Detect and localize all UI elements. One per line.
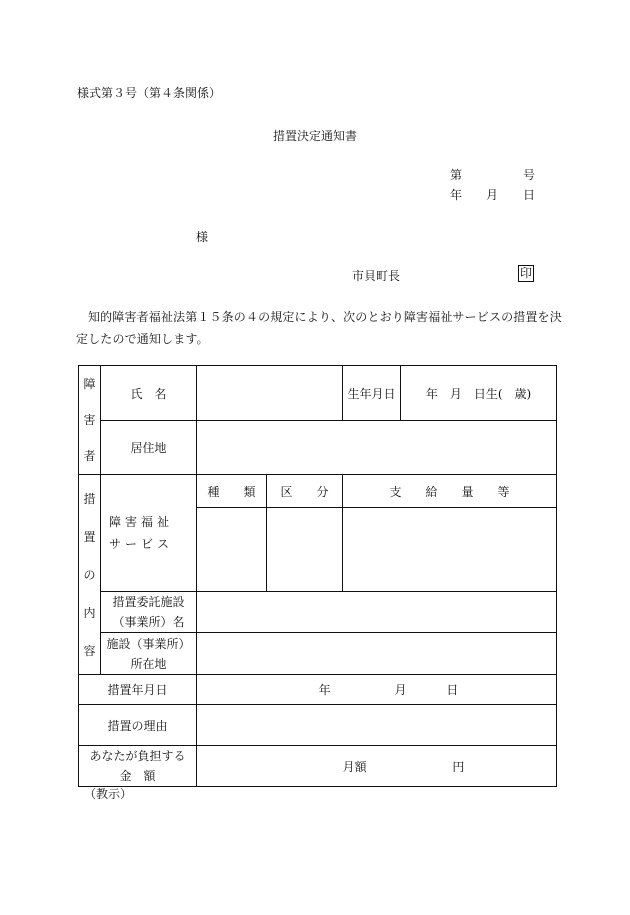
service-label: 障害福祉 サービス [101, 475, 197, 592]
facility-name-label: 措置委託施設 （事業所）名 [101, 592, 197, 633]
yen-label: 円 [452, 759, 465, 774]
name-label: 氏 名 [101, 366, 197, 421]
person-group-label: 障 害 者 [79, 366, 101, 475]
facility-name-field[interactable] [197, 592, 557, 633]
measure-date-year: 年 [318, 683, 331, 697]
address-field[interactable] [197, 421, 557, 475]
facility-location-label: 施設（事業所） 所在地 [101, 633, 197, 675]
measure-date-day: 日 [446, 683, 459, 697]
issue-date-day: 日 [523, 188, 536, 202]
seal-box: 印 [520, 266, 533, 280]
category-header: 区 分 [267, 475, 343, 508]
issue-date-month: 月 [486, 188, 499, 202]
reason-label: 措置の理由 [79, 705, 197, 746]
document-number-suffix: 号 [523, 168, 536, 182]
content-group-label: 措 置 の 内 容 [79, 475, 101, 675]
issue-date-year: 年 [450, 188, 463, 202]
name-field[interactable] [197, 366, 343, 421]
birth-date-label: 生年月日 [343, 366, 401, 421]
amount-header: 支 給 量 等 [343, 475, 557, 508]
document-number-label: 第 [450, 168, 463, 182]
category-field[interactable] [267, 508, 343, 592]
issuer-name: 市貝町長 [352, 269, 401, 283]
document-title: 措置決定通知書 [272, 129, 357, 143]
type-header: 種 類 [197, 475, 267, 508]
measure-date-month: 月 [394, 683, 407, 697]
recipient-honorific: 様 [196, 230, 209, 244]
measure-date-field[interactable] [197, 675, 557, 705]
address-label: 居住地 [101, 421, 197, 475]
birth-date-field[interactable]: 年 月 日生( 歳) [401, 366, 557, 421]
facility-location-field[interactable] [197, 633, 557, 675]
notice-text: 知的障害者福祉法第１５条の４の規定により、次のとおり障害福祉サービスの措置を決定したので通知します。 [76, 310, 562, 346]
burden-label: あなたが負担する 金 額 [79, 746, 197, 787]
burden-amount-field[interactable] [197, 746, 557, 787]
decision-table [78, 365, 557, 787]
form-number: 様式第３号（第４条関係） [77, 86, 222, 100]
amount-field[interactable] [343, 508, 557, 592]
type-field[interactable] [197, 508, 267, 592]
measure-date-label: 措置年月日 [79, 675, 197, 705]
reason-field[interactable] [197, 705, 557, 746]
monthly-label: 月額 [342, 759, 367, 774]
instruction-label: （教示） [84, 787, 133, 801]
